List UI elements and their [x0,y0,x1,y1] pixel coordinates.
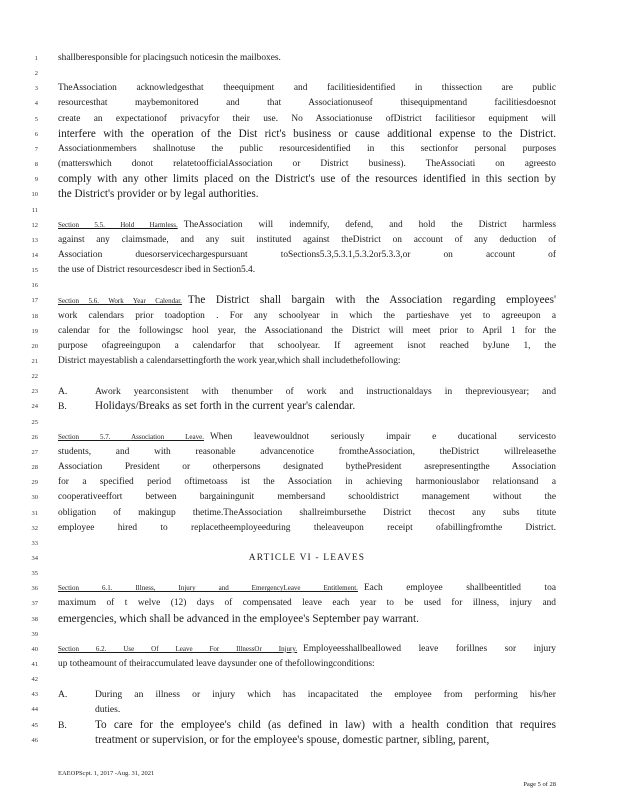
document-line [0,734,618,747]
line-text: create an expectationof privacyfor their use. No Associationuse ofDistrict facilitiesor equipment will [58,113,556,124]
section-heading: Section 5.7. Association Leave. [58,432,204,441]
line-text: employee hired to replacetheemployeeduring theleaveupon receipt ofabillingfromthe District. [58,522,556,533]
document-line [0,461,618,474]
line-text: the use of District resourcesdescr ibed in Section5.4. [58,265,256,276]
line-number: 3 [34,85,38,93]
section-text: Each employee shallbeentitled toa [363,583,556,594]
line-number: 21 [31,358,38,365]
line-number: 41 [31,661,38,668]
document-line [0,582,618,595]
document-line [0,537,618,550]
line-number: 27 [31,448,38,456]
document-line [0,703,618,716]
document-line [0,628,618,641]
line-number: 9 [34,176,38,184]
document-line [0,719,618,732]
line-text [58,643,556,656]
section-heading: Section 6.2. Use Of Leave For IllnessOr Injury. [58,644,298,653]
line-number: 24 [31,403,38,411]
document-line [0,325,618,338]
document-line [0,128,618,141]
line-text: District mayestablish a calendarsettingforth the work year,which shall includethefollowing: [58,356,401,366]
line-text: the District's provider or by legal authorities. [58,188,259,201]
line-number: 22 [31,373,38,381]
list-item-text: To care for the employee's child (as defined in law) with a health condition that requires [95,718,556,731]
document-line [0,400,618,413]
line-number: 44 [31,706,38,714]
line-text [58,294,556,308]
document-line [0,431,618,444]
line-text: cooperativeeffort between bargainingunit membersand schooldistrict management without the [58,492,556,503]
document-line [0,294,618,307]
line-text [58,219,556,232]
document-line [0,340,618,353]
line-number: 10 [31,191,38,199]
line-number: 14 [31,251,38,259]
section-text: The District shall bargain with the Association regarding employees' [187,294,556,307]
line-number: 18 [31,312,38,320]
line-number: 15 [31,267,38,275]
line-number: 5 [34,115,38,123]
line-text [58,582,556,595]
document-line [0,416,618,429]
line-number: 39 [31,630,38,638]
line-number: 1 [34,55,38,62]
line-text: interfere with the operation of the Dist rict's business or cause additional expense to the District. [58,127,556,140]
document-line [0,567,618,580]
line-text: Association President or otherpersons designated bythePresident asrepresentingthe Association [58,462,556,473]
line-number: 19 [31,327,38,335]
line-text: resourcesthat maybemonitored and that Associationuseof thisequipmentand facilitiesdoesnot [58,98,556,109]
line-number: 42 [31,676,38,684]
line-text: against any claimsmade, and any suit instituted against theDistrict on account of any deduction of [58,234,556,245]
line-number: 8 [34,161,38,169]
document-line [0,67,618,80]
document-line [0,355,618,368]
document-line [0,385,618,398]
line-number: 40 [31,645,38,653]
line-text: purpose ofagreeingupon a calendarfor that schoolyear. If agreement isnot reached byJune 1, the [58,340,556,351]
document-line [0,82,618,95]
document-line [0,491,618,504]
document-line [0,97,618,110]
line-number: 25 [31,418,38,426]
section-text: TheAssociation will indemnify, defend, and hold the District harmless [183,219,556,230]
line-number: 16 [31,282,38,290]
line-text: comply with any other limits placed on the District's use of the resources identified in this section by [58,173,556,186]
footer-page-number: Page 5 of 28 [523,781,556,788]
line-number: 12 [31,221,38,229]
document-line [0,173,618,186]
document-line [0,507,618,520]
document-line [0,264,618,277]
line-text: emergencies, which shall be advanced in the employee's September pay warrant. [58,612,419,625]
footer-date-range: EAEOPScpt. 1, 2017 -Aug. 31, 2021 [58,770,155,777]
line-number: 11 [31,206,38,214]
list-marker: A. [58,689,68,701]
line-text: up totheamount of theiraccumulated leave daysunder one of thefollowingconditions: [58,659,375,669]
line-number: 35 [31,570,38,578]
line-number: 28 [31,464,38,472]
line-number: 29 [31,479,38,487]
document-line [0,204,618,217]
document-line [0,52,618,65]
line-number: 23 [31,388,38,396]
line-number: 6 [34,130,38,138]
line-number: 43 [31,691,38,699]
list-item-text: duties. [95,704,121,716]
line-text: obligation of makingup thetime.TheAssociation shallreimbursethe District thecost any subs titute [58,507,556,518]
document-line [0,522,618,535]
line-text: (matterswhich donot relatetoofficialAssociation or District business). TheAssociati on agreesto [58,159,556,170]
line-text: Associationmembers shallnotuse the public resourcesidentified in this sectionfor personal purposes [58,143,556,154]
line-text: Association duesorservicechargespursuant toSections5.3,5.3.1,5.3.2or5.3.3,or on account of [58,249,556,260]
line-text: calendar for the followingsc hool year, the Associationand the District will meet prior to April 1 for the [58,325,556,336]
document-line [0,476,618,489]
line-text: shallberesponsible for placingsuch noticesin the mailboxes. [58,53,281,63]
list-marker: A. [58,386,68,398]
list-item-text: Awork yearconsistent with thenumber of work and instructionaldays in thepreviousyear; and [95,386,556,398]
line-text: students, and with reasonable advancenotice fromtheAssociation, theDistrict willreleasethe [58,446,556,457]
list-marker: B. [58,401,67,413]
document-line [0,552,618,565]
section-heading: Section 5.6. Work Year Calendar. [58,297,182,306]
document-line [0,279,618,292]
document-line [0,113,618,126]
line-text: work calendars prior toadoption . For any schoolyear in which the partieshave yet to agreeupon a [58,310,556,321]
document-line [0,310,618,323]
document-line [0,158,618,171]
section-heading: Section 5.5. Hold Harmless. [58,220,178,229]
document-line [0,188,618,201]
line-number: 33 [31,539,38,547]
line-number: 31 [31,509,38,517]
list-item-text: During an illness or injury which has incapacitated the employee from performing his/her [95,689,556,701]
document-line [0,643,618,656]
document-line [0,249,618,262]
article-heading: ARTICLE VI - LEAVES [248,552,366,563]
document-line [0,234,618,247]
line-text: for a specified period oftimetoass ist the Association in achieving harmoniouslabor relationsand a [58,477,556,488]
section-heading: Section 6.1. Illness, Injury and EmergencyLeave Entitlement. [58,584,358,593]
line-number: 13 [31,236,38,244]
document-line [0,597,618,610]
line-text: TheAssociation acknowledgesthat theequipment and facilitiesidentified in thissection are public [58,83,556,94]
document-line [0,673,618,686]
line-number: 38 [31,615,38,623]
line-text [58,431,556,444]
section-text: When leavewouldnot seriously impair e ducational servicesto [209,431,556,442]
line-number: 2 [34,70,38,78]
document-line [0,688,618,701]
line-number: 45 [31,721,38,729]
list-marker: B. [58,719,67,731]
line-number: 37 [31,600,38,608]
document-line [0,219,618,232]
line-number: 32 [31,524,38,532]
document-line [0,613,618,626]
line-number: 34 [31,554,38,562]
line-number: 30 [31,494,38,502]
line-number: 17 [31,297,38,305]
list-item-text: Holidays/Breaks as set forth in the current year's calendar. [95,400,356,413]
document-line [0,370,618,383]
document-line [0,658,618,671]
document-line [0,446,618,459]
list-item-text: treatment or supervision, or for the employee's spouse, domestic partner, sibling, parent, [95,733,490,746]
section-text: Employeesshallbeallowed leave forillnes sor injury [303,643,556,654]
line-number: 46 [31,736,38,744]
line-number: 36 [31,585,38,593]
line-text: maximum of t welve (12) days of compensated leave each year to be used for illness, injury and [58,598,556,609]
document-line [0,143,618,156]
line-number: 20 [31,342,38,350]
line-number: 4 [34,100,38,108]
line-number: 7 [34,145,38,153]
line-number: 26 [31,433,38,441]
